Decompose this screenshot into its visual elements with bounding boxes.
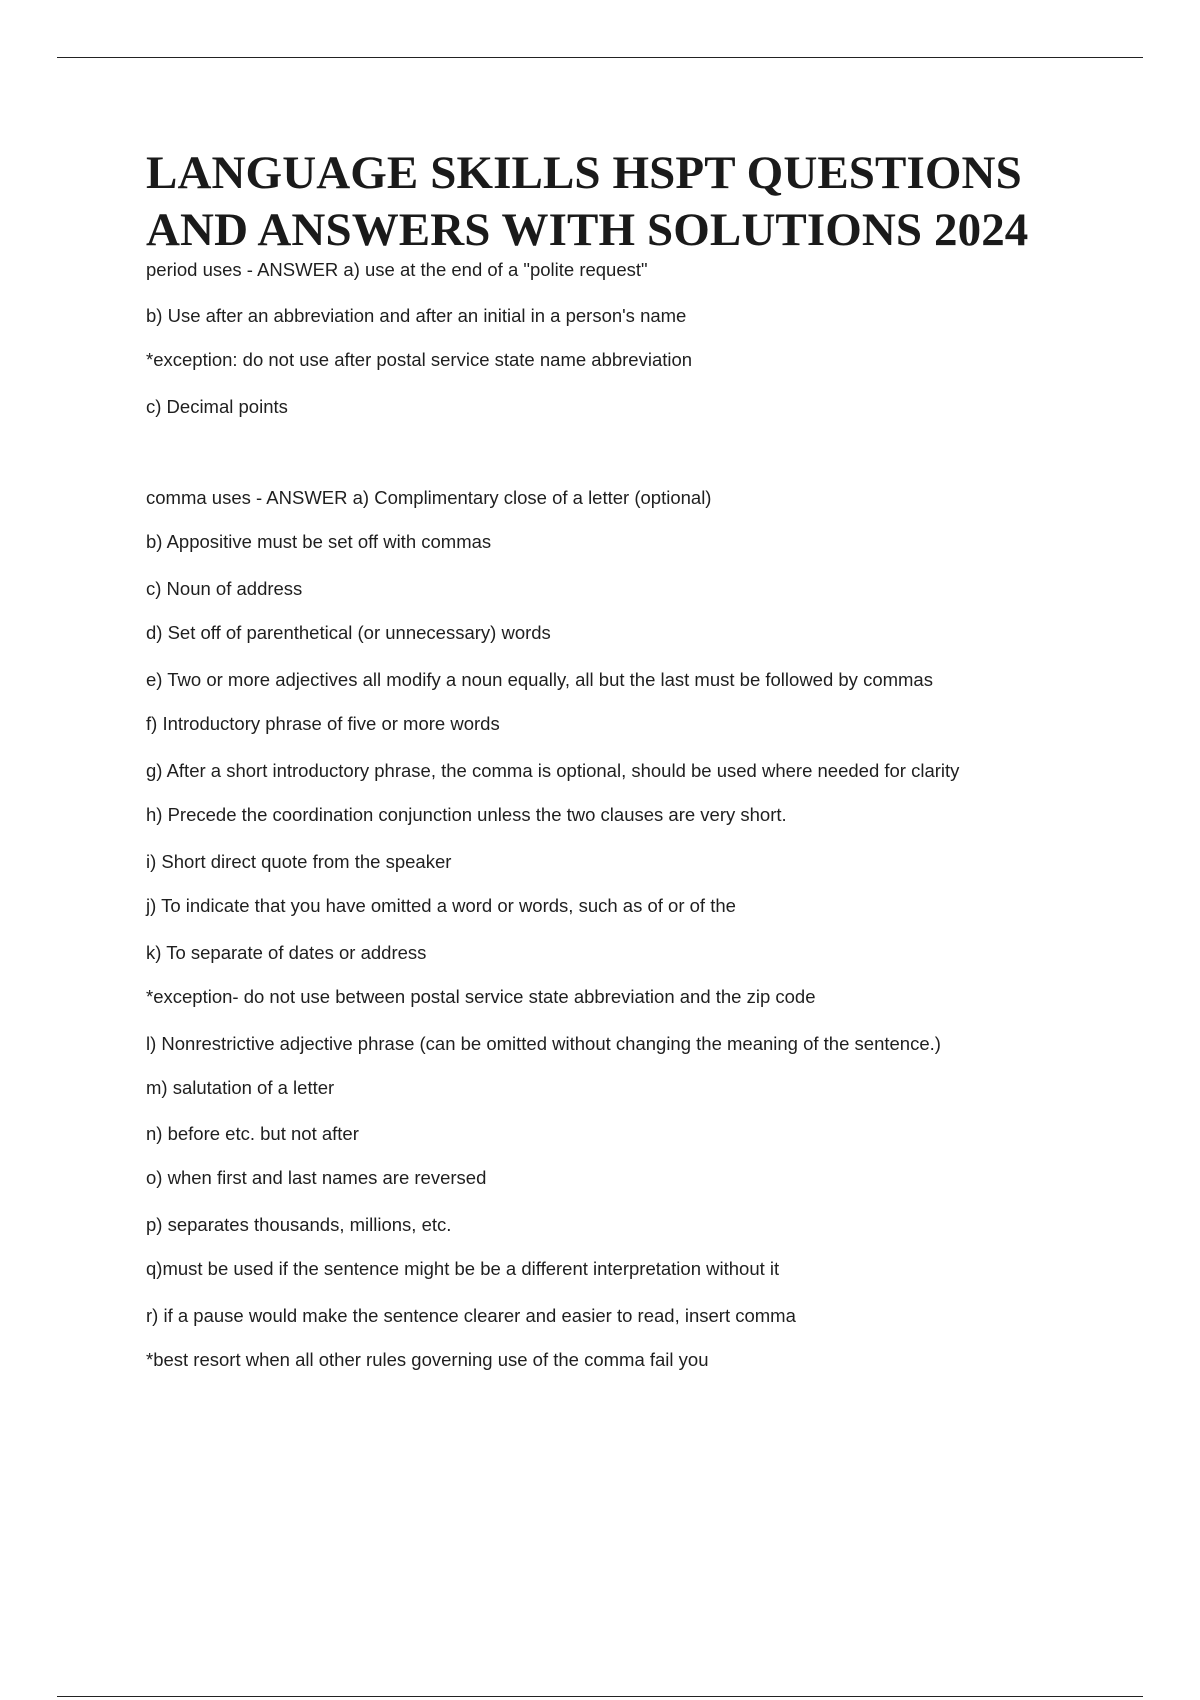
comma-line-18: q)must be used if the sentence might be be a different interpretation without it	[146, 1258, 780, 1279]
comma-line-6: f) Introductory phrase of five or more words	[146, 713, 500, 734]
comma-line-19: r) if a pause would make the sentence clearer and easier to read, insert comma	[146, 1305, 796, 1326]
comma-line-17: p) separates thousands, millions, etc.	[146, 1214, 452, 1235]
comma-line-5: e) Two or more adjectives all modify a noun equally, all but the last must be followed by commas	[146, 669, 933, 690]
period-line-3: *exception: do not use after postal service state name abbreviation	[146, 349, 693, 370]
comma-line-7: g) After a short introductory phrase, the comma is optional, should be used where needed for clarity	[146, 760, 960, 781]
comma-line-13: l) Nonrestrictive adjective phrase (can be omitted without changing the meaning of the sentence.)	[146, 1033, 941, 1054]
comma-line-12: *exception- do not use between postal service state abbreviation and the zip code	[146, 986, 816, 1007]
comma-line-2: b) Appositive must be set off with commas	[146, 531, 492, 552]
comma-line-15: n) before etc. but not after	[146, 1123, 359, 1144]
document-title	[146, 145, 1028, 259]
comma-line-20: *best resort when all other rules governing use of the comma fail you	[146, 1349, 709, 1370]
comma-line-16: o) when first and last names are reversed	[146, 1167, 487, 1188]
period-line-2: b) Use after an abbreviation and after an initial in a person's name	[146, 305, 687, 326]
title-line-1: LANGUAGE SKILLS HSPT QUESTIONS	[146, 147, 1022, 199]
period-line-4: c) Decimal points	[146, 396, 288, 417]
period-line-1: period uses - ANSWER a) use at the end of a "polite request"	[146, 259, 648, 280]
comma-line-10: j) To indicate that you have omitted a word or words, such as of or of the	[146, 895, 736, 916]
comma-line-8: h) Precede the coordination conjunction unless the two clauses are very short.	[146, 804, 787, 825]
comma-line-3: c) Noun of address	[146, 578, 303, 599]
comma-line-1: comma uses - ANSWER a) Complimentary close of a letter (optional)	[146, 487, 712, 508]
comma-line-9: i) Short direct quote from the speaker	[146, 851, 452, 872]
comma-line-14: m) salutation of a letter	[146, 1077, 335, 1098]
top-rule	[57, 57, 1143, 58]
comma-line-11: k) To separate of dates or address	[146, 942, 427, 963]
bottom-rule	[57, 1696, 1143, 1697]
title-line-2: AND ANSWERS WITH SOLUTIONS 2024	[146, 204, 1029, 256]
comma-line-4: d) Set off of parenthetical (or unnecessary) words	[146, 622, 551, 643]
